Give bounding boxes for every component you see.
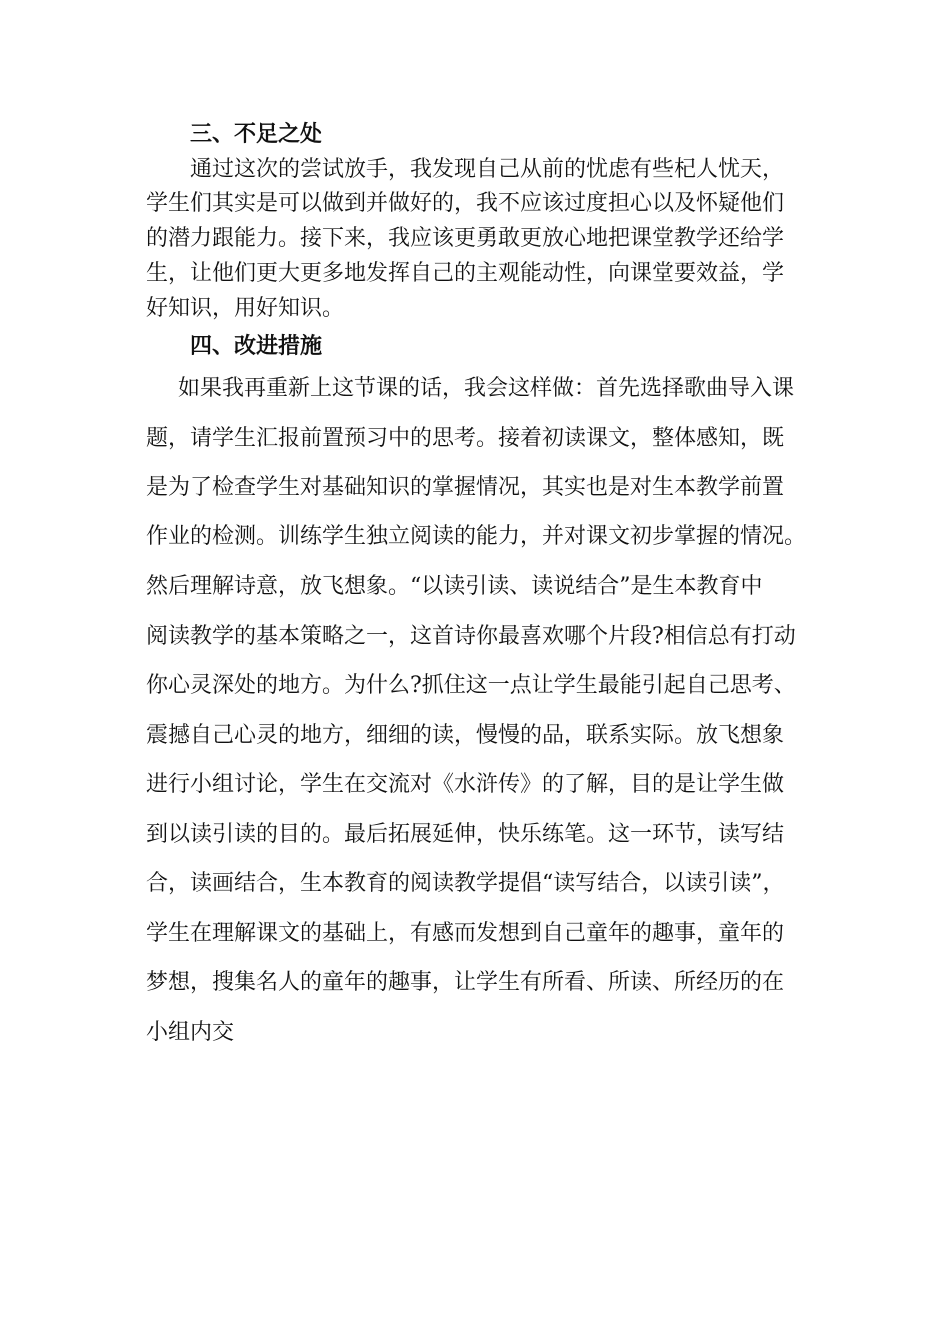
paragraph-line: 然后理解诗意，放飞想象。“以读引读、读说结合”是生本教育中 <box>146 574 763 599</box>
paragraph-line: 震撼自己心灵的地方，细细的读，慢慢的品，联系实际。放飞想象 <box>146 723 785 748</box>
paragraph-line: 学生们其实是可以做到并做好的，我不应该过度担心以及怀疑他们 <box>146 191 785 216</box>
paragraph-line: 阅读教学的基本策略之一，这首诗你最喜欢哪个片段?相信总有打动 <box>146 624 796 649</box>
paragraph-line: 合，读画结合，生本教育的阅读教学提倡“读写结合，以读引读”， <box>146 871 785 896</box>
section-heading-improvements: 四、改进措施 <box>190 333 323 359</box>
paragraph-line: 梦想，搜集名人的童年的趣事，让学生有所看、所读、所经历的在 <box>146 970 785 995</box>
paragraph-line: 到以读引读的目的。最后拓展延伸，快乐练笔。这一环节，读写结 <box>146 822 785 847</box>
paragraph-line: 作业的检测。训练学生独立阅读的能力，并对课文初步掌握的情况。 <box>146 524 807 549</box>
paragraph-line: 的潜力跟能力。接下来，我应该更勇敢更放心地把课堂教学还给学 <box>146 226 785 251</box>
paragraph-line: 小组内交 <box>146 1020 235 1045</box>
paragraph-line: 是为了检查学生对基础知识的掌握情况，其实也是对生本教学前置 <box>146 475 785 500</box>
paragraph-line: 如果我再重新上这节课的话，我会这样做：首先选择歌曲导入课 <box>178 376 795 401</box>
paragraph-line: 通过这次的尝试放手，我发现自己从前的忧虑有些杞人忧天， <box>190 157 785 182</box>
paragraph-line: 学生在理解课文的基础上，有感而发想到自己童年的趣事，童年的 <box>146 921 785 946</box>
paragraph-line: 题，请学生汇报前置预习中的思考。接着初读课文，整体感知，既 <box>146 426 785 451</box>
paragraph-line: 你心灵深处的地方。为什么?抓住这一点让学生最能引起自己思考、 <box>146 673 796 698</box>
paragraph-line: 好知识，用好知识。 <box>146 296 345 321</box>
paragraph-line: 进行小组讨论，学生在交流对《水浒传》的了解，目的是让学生做 <box>146 772 785 797</box>
section-heading-shortcomings: 三、不足之处 <box>190 121 323 147</box>
paragraph-line: 生，让他们更大更多地发挥自己的主观能动性，向课堂要效益，学 <box>146 261 785 286</box>
